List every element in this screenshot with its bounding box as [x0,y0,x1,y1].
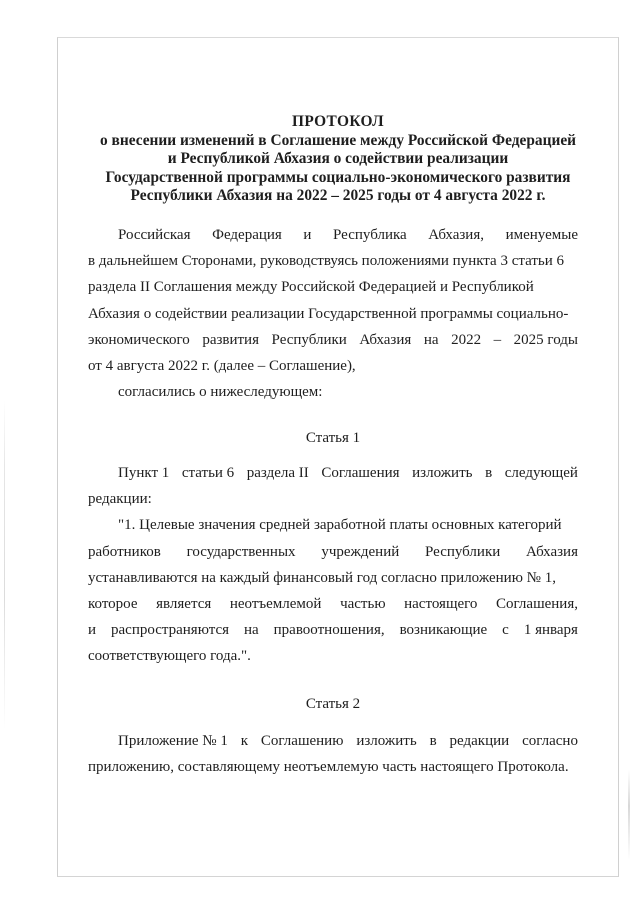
preamble-line-6: от 4 августа 2022 г. (далее – Соглашение), [88,358,356,375]
preamble-line-1: Российская Федерация и Республика Абхазия, именуемые [118,227,578,243]
subtitle-line-2: и Республикой Абхазия о содействии реализации [167,150,509,168]
article-1-body [88,460,578,670]
quote-line-5: и распространяются на правоотношения, возникающие с 1 января [88,622,578,639]
subtitle-line-4: Республики Абхазия на 2022 – 2025 годы от 4 августа 2022 г. [130,187,546,205]
article-1-intro-line-1: Пункт 1 статьи 6 раздела II Соглашения изложить в следующей [118,465,578,481]
scan-artifact-left [4,400,5,730]
document-header [88,113,588,206]
subtitle-line-3: Государственной программы социально-экономического развития [105,168,571,186]
article-2-heading: Статья 2 [305,696,361,712]
subtitle-line-1: о внесении изменений в Соглашение между Российской Федерацией [99,131,577,149]
document-title: ПРОТОКОЛ [292,113,384,130]
preamble-paragraph [88,222,578,405]
preamble-line-2: в дальнейшем Сторонами, руководствуясь положениями пункта 3 статьи 6 [88,253,565,270]
quote-line-4: которое является неотъемлемой частью настоящего Соглашения, [88,596,578,613]
preamble-line-5: экономического развития Республики Абхазия на 2022 – 2025 годы [88,331,578,348]
agreed-line: согласились о нижеследующем: [118,384,323,401]
scan-artifact-right [628,770,630,860]
quote-line-6: соответствующего года.". [88,648,251,665]
article-1-intro-line-2: редакции: [88,491,152,508]
preamble-line-4: Абхазия о содействии реализации Государственной программы социально- [88,305,569,322]
article-1-heading: Статья 1 [305,430,361,446]
quote-line-2: работников государственных учреждений Республики Абхазия [88,543,578,560]
article-2-line-1: Приложение № 1 к Соглашению изложить в редакции согласно [118,733,578,749]
article-2-line-2: приложению, составляющему неотъемлемую часть настоящего Протокола. [88,759,569,776]
quote-line-1: "1. Целевые значения средней заработной платы основных категорий [118,517,562,534]
preamble-line-3: раздела II Соглашения между Российской Федерацией и Республикой [88,279,534,296]
quote-line-3: устанавливаются на каждый финансовый год согласно приложению № 1, [88,569,556,586]
article-2-body [88,728,578,780]
